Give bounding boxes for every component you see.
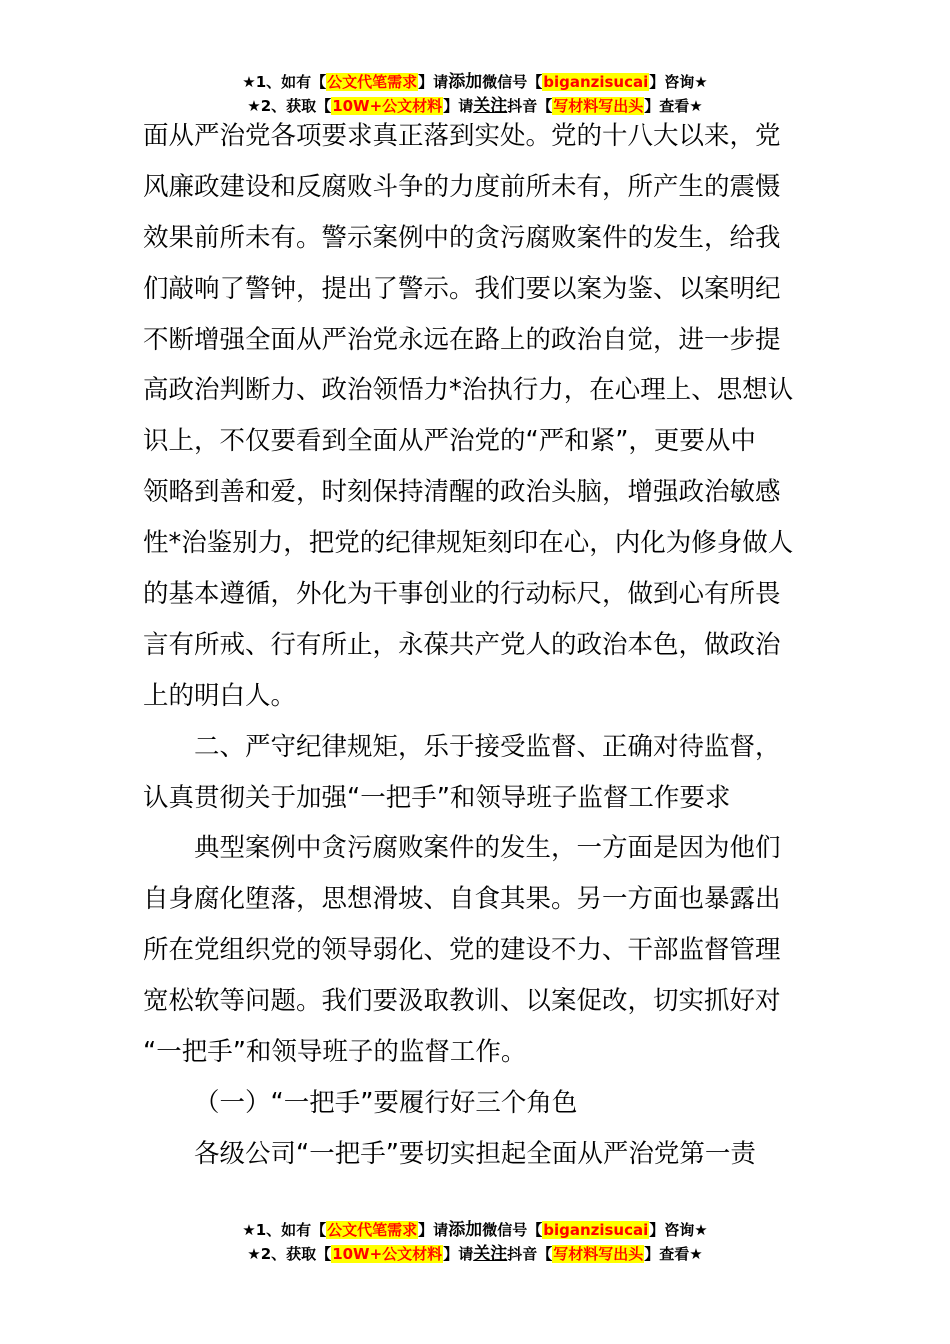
body-line: 识上，不仅要看到全面从严治党的“严和紧”，更要从中: [143, 426, 756, 457]
document-body: [143, 111, 807, 1180]
banner-highlight: 公文代笔需求: [327, 1221, 418, 1239]
banner-text: 添加: [448, 1220, 483, 1240]
banner-text: 添加: [448, 72, 483, 92]
banner-line-2: [0, 1242, 950, 1266]
body-line: 上的明白人。: [143, 680, 297, 711]
banner-text: ★2、获取【: [247, 97, 332, 115]
subsection-heading: （一）“一把手”要履行好三个角色: [194, 1087, 578, 1118]
banner-text: 】查看★: [644, 1245, 703, 1263]
banner-text: 】请: [418, 73, 449, 91]
banner-text: 】请: [418, 1221, 449, 1239]
banner-text: 】咨询★: [649, 73, 708, 91]
banner-highlight: 公文代笔需求: [327, 73, 418, 91]
body-line: 自身腐化堕落，思想滑坡、自食其果。另一方面也暴露出: [143, 884, 781, 915]
body-line: “一把手”和领导班子的监督工作。: [143, 1037, 527, 1068]
banner-text: 】咨询★: [649, 1221, 708, 1239]
banner-text: ★1、如有【: [242, 1221, 327, 1239]
banner-line-1: [0, 70, 950, 94]
body-line: 领略到善和爱，时刻保持清醒的政治头脑，增强政治敏感: [143, 477, 781, 508]
banner-text: 】查看★: [644, 97, 703, 115]
body-line: 们敲响了警钟，提出了警示。我们要以案为鉴、以案明纪: [143, 273, 781, 304]
banner-text: 微信号【: [482, 73, 543, 91]
banner-highlight: 10W+公文材料: [332, 1245, 443, 1263]
banner-highlight: biganzisucai: [543, 73, 649, 91]
body-line: 宽松软等问题。我们要汲取教训、以案促改，切实抓好对: [143, 986, 781, 1017]
banner-highlight: biganzisucai: [543, 1221, 649, 1239]
banner-text: 关注: [473, 1244, 508, 1264]
body-line: 典型案例中贪污腐败案件的发生，一方面是因为他们: [194, 833, 781, 864]
body-line: 效果前所未有。警示案例中的贪污腐败案件的发生，给我: [143, 222, 781, 253]
body-line: 各级公司“一把手”要切实担起全面从严治党第一责: [194, 1138, 756, 1169]
body-line: 所在党组织党的领导弱化、党的建设不力、干部监督管理: [143, 935, 781, 966]
body-line: 高政治判断力、政治领悟力*治执行力，在心理上、思想认: [143, 375, 794, 406]
banner-text: 】请: [443, 97, 474, 115]
body-line: 的基本遵循，外化为干事创业的行动标尺，做到心有所畏: [143, 579, 781, 610]
banner-text: 】请: [443, 1245, 474, 1263]
banner-highlight: 10W+公文材料: [332, 97, 443, 115]
body-line: 不断增强全面从严治党永远在路上的政治自觉，进一步提: [143, 324, 781, 355]
footer-banner: [0, 1218, 950, 1266]
body-line: 风廉政建设和反腐败斗争的力度前所未有，所产生的震慑: [143, 171, 781, 202]
banner-text: 关注: [473, 96, 508, 116]
banner-text: 抖音【: [507, 1245, 553, 1263]
banner-highlight: 写材料写出头: [553, 97, 644, 115]
body-line: 面从严治党各项要求真正落到实处。党的十八大以来，党: [143, 121, 781, 151]
body-line: 言有所戒、行有所止，永葆共产党人的政治本色，做政治: [143, 629, 781, 660]
banner-text: ★2、获取【: [247, 1245, 332, 1263]
banner-highlight: 写材料写出头: [553, 1245, 644, 1263]
body-line: 性*治鉴别力，把党的纪律规矩刻印在心，内化为修身做人: [143, 528, 794, 559]
banner-line-1: [0, 1218, 950, 1242]
section-heading: 认真贯彻关于加强“一把手”和领导班子监督工作要求: [143, 782, 731, 813]
banner-text: 抖音【: [507, 97, 553, 115]
section-heading: 二、严守纪律规矩，乐于接受监督、正确对待监督，: [194, 731, 781, 762]
banner-text: ★1、如有【: [242, 73, 327, 91]
banner-text: 微信号【: [482, 1221, 543, 1239]
